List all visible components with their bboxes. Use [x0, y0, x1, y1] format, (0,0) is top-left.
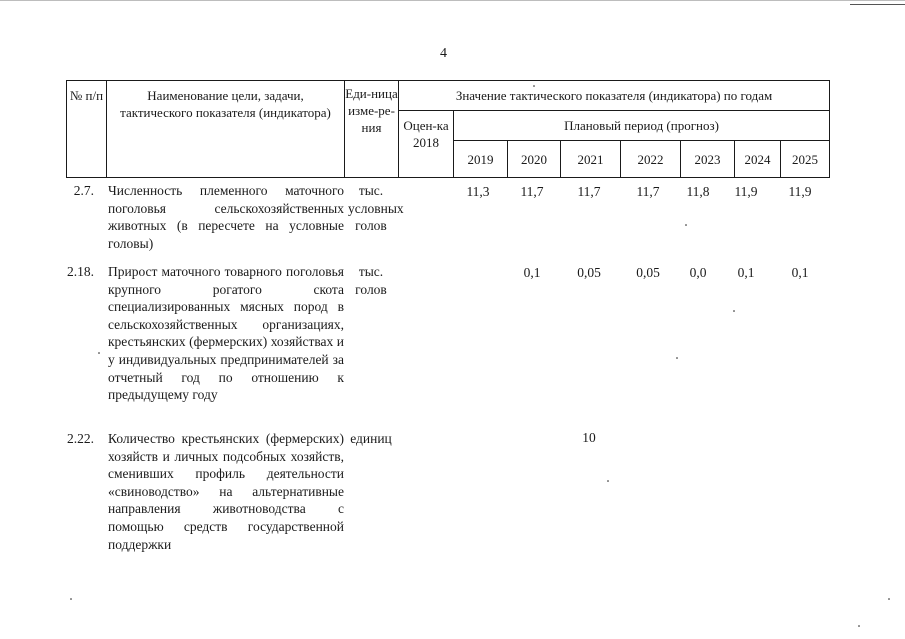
- page-number: 4: [440, 46, 447, 61]
- header-year: 2021: [561, 141, 621, 178]
- scan-speck: [70, 598, 72, 600]
- value-cell: 0,05: [636, 265, 660, 280]
- value-cell: 0,1: [523, 265, 541, 280]
- scan-speck: [685, 224, 687, 226]
- value-cell: 11,7: [577, 184, 601, 199]
- indicator-unit: единиц: [350, 431, 392, 446]
- value-cell: 11,3: [466, 184, 490, 199]
- header-plan-title: Плановый период (прогноз): [454, 111, 830, 141]
- header-year: 2019: [454, 141, 508, 178]
- indicator-unit: тыс. голов: [355, 264, 387, 297]
- table-header: [66, 80, 830, 178]
- value-cell: 11,7: [636, 184, 660, 199]
- value-cell: 0,0: [689, 265, 707, 280]
- header-num: № п/п: [67, 81, 107, 178]
- header-year: 2022: [621, 141, 681, 178]
- value-cell: 11,9: [734, 184, 758, 199]
- scan-speck: [888, 598, 890, 600]
- scan-speck: [733, 310, 735, 312]
- indicator-name: Численность племенного маточного поголовья сельскохозяйственных животных (в пересчете на условные головы): [108, 183, 344, 251]
- indicator-unit: тыс. условных голов: [348, 183, 404, 234]
- value-cell: 11,7: [520, 184, 544, 199]
- scan-speck: [858, 625, 860, 627]
- page-top-edge: [0, 0, 905, 1]
- value-cell: 11,8: [686, 184, 710, 199]
- header-year: 2020: [508, 141, 561, 178]
- value-cell: 0,05: [577, 265, 601, 280]
- indicator-name: Количество крестьянских (фермерских) хозяйств и личных подсобных хозяйств, сменивших профиль деятельности «свиноводство» на альтернативные направления животноводства с помощью средств государственной поддержки: [108, 431, 344, 552]
- header-name: Наименование цели, задачи, тактического показателя (индикатора): [107, 81, 345, 178]
- value-cell: 0,1: [737, 265, 755, 280]
- scan-mark: [850, 4, 905, 5]
- header-values-title: Значение тактического показателя (индикатора) по годам: [399, 81, 830, 111]
- scan-speck: [607, 480, 609, 482]
- scan-speck: [676, 357, 678, 359]
- scan-speck: [533, 85, 535, 87]
- value-cell: 10: [582, 430, 596, 445]
- row-number: 2.7.: [73, 183, 94, 198]
- row-number: 2.18.: [67, 264, 94, 279]
- value-cell: 0,1: [791, 265, 809, 280]
- header-year: 2025: [781, 141, 830, 178]
- row-number: 2.22.: [67, 431, 94, 446]
- header-estimate: Оцен-ка 2018: [399, 111, 454, 178]
- indicator-name: Прирост маточного товарного поголовья крупного рогатого скота специализированных мясных пород в сельскохозяйственных организациях, крестьянских (фермерских) хозяйствах и у индивидуальных предпринимателей за отчетный год по отношению к предыдущему году: [108, 264, 344, 403]
- scan-speck: [98, 352, 100, 354]
- header-year: 2023: [681, 141, 735, 178]
- header-year: 2024: [735, 141, 781, 178]
- value-cell: 11,9: [788, 184, 812, 199]
- header-unit: Еди-ница изме-ре-ния: [345, 81, 399, 178]
